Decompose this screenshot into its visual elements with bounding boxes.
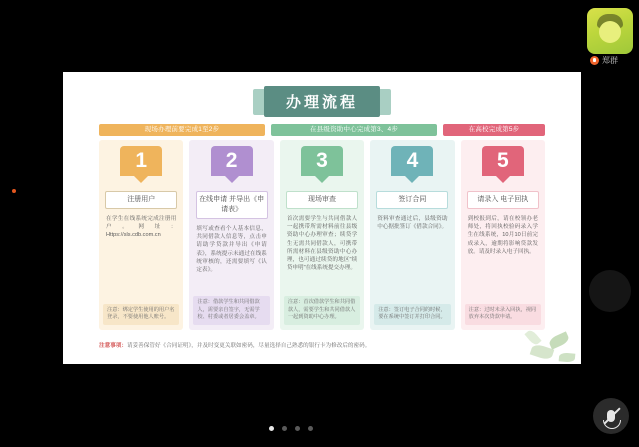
step-label-5: 请录入 电子回执 xyxy=(467,191,539,209)
step-note-3: 注意：首次借款学生和共同借款人，需要学生和共同借款人一起到资助中心办理。 xyxy=(284,296,360,325)
mic-toggle-button[interactable] xyxy=(593,398,629,434)
step-number-3: 3 xyxy=(316,149,328,172)
step-columns xyxy=(99,140,545,330)
participant-rail xyxy=(581,0,639,447)
step-label-2: 在线申请 并导出《申请表》 xyxy=(196,191,268,219)
step-column-2 xyxy=(189,140,273,330)
step-note-4: 注意：签订电子合同的时候，要在系统中签订并打印合同。 xyxy=(374,304,450,325)
pagination-dot[interactable] xyxy=(295,426,300,431)
step-body-1: 在学生在线系统完成注册用户。网址：Https://sls.cdb.com.cn xyxy=(106,216,177,239)
title-edge-left-icon xyxy=(253,89,264,115)
avatar-face-icon xyxy=(599,21,621,43)
slide-footer-note xyxy=(99,342,545,350)
step-number-5: 5 xyxy=(496,149,509,172)
slide-title-banner xyxy=(253,86,391,117)
rail-placeholder-tile[interactable] xyxy=(589,270,631,312)
step-label-3: 现场审查 xyxy=(286,191,358,209)
phase-band-1: 现场办理前要完成1至2步 xyxy=(99,124,265,136)
step-note-2: 注意：借款学生和共同借款人，需要亲自签字，无需学校、村委或者居委会盖章。 xyxy=(193,296,269,325)
step-number-badge-2 xyxy=(211,146,253,176)
title-edge-right-icon xyxy=(380,89,391,115)
step-number-badge-5 xyxy=(482,146,524,176)
step-column-1 xyxy=(99,140,183,330)
leaf-decoration-icon xyxy=(548,331,571,349)
step-body-2: 填写或查看个人基本信息，共同借款人信息等，点击申请助学贷款并导出《申请表》，系统提示未通过在线系统审核的，还需要填写《认定表》。 xyxy=(196,226,267,274)
step-column-3 xyxy=(280,140,364,330)
step-number-badge-4 xyxy=(391,146,433,176)
leaf-decoration-icon xyxy=(559,352,576,362)
participant-name xyxy=(587,56,633,66)
self-video-tile[interactable] xyxy=(587,8,633,54)
pagination-dot[interactable] xyxy=(308,426,313,431)
step-label-4: 签订合同 xyxy=(376,191,448,209)
phase-band-3: 在高校完成第5步 xyxy=(443,124,545,136)
step-number-badge-1 xyxy=(120,146,162,176)
mic-muted-icon xyxy=(590,56,599,65)
slide-pagination[interactable] xyxy=(0,426,581,431)
participant-name-label: 郑群 xyxy=(602,56,618,65)
step-column-4 xyxy=(370,140,454,330)
step-body-3: 首次需要学生与共同借款人一起携带所需材料前往县级资助中心办理审查；续贷学生无需共同借款人，可携带所需材料在县级资助中心办理，也可通过续贷的地区"续贷申明"在线系统提交办理。 xyxy=(286,216,358,272)
step-body-5: 到校报到后，请在校领办老师处，将回执校验码录入学生在线系统，10月10日前完成录入，逾期将影响贷款发放。请及时录入电子回执。 xyxy=(467,216,539,255)
phase-band-2: 在县级资助中心完成第3、4步 xyxy=(271,124,437,136)
step-note-1: 注意：绑定学生使用的用户名登录，不要使用他人账号。 xyxy=(103,304,179,325)
step-number-1: 1 xyxy=(135,149,148,172)
shared-slide xyxy=(63,72,581,364)
footer-note-text: 请妥善保管好《合同证明》，并及时变更关联如密码，尽量选择自己熟悉的银行卡为修改后的密码。 xyxy=(126,343,371,349)
pagination-dot[interactable] xyxy=(269,426,274,431)
footer-note-prefix: 注意事项： xyxy=(99,343,127,349)
pagination-dot[interactable] xyxy=(282,426,287,431)
step-number-2: 2 xyxy=(225,149,238,172)
step-number-badge-3 xyxy=(301,146,343,176)
step-note-5: 注意：过时未录入回执，视同放弃本次贷款申请。 xyxy=(465,304,541,325)
step-number-4: 4 xyxy=(406,149,419,172)
step-column-5 xyxy=(461,140,545,330)
step-body-4: 资料审查通过后，县级资助中心据批签订《借款合同》。 xyxy=(377,216,448,231)
slide-title: 办理流程 xyxy=(264,86,380,117)
step-label-1: 注册用户 xyxy=(105,191,177,209)
phase-band-group xyxy=(99,124,545,136)
status-indicator-dot xyxy=(12,189,16,193)
